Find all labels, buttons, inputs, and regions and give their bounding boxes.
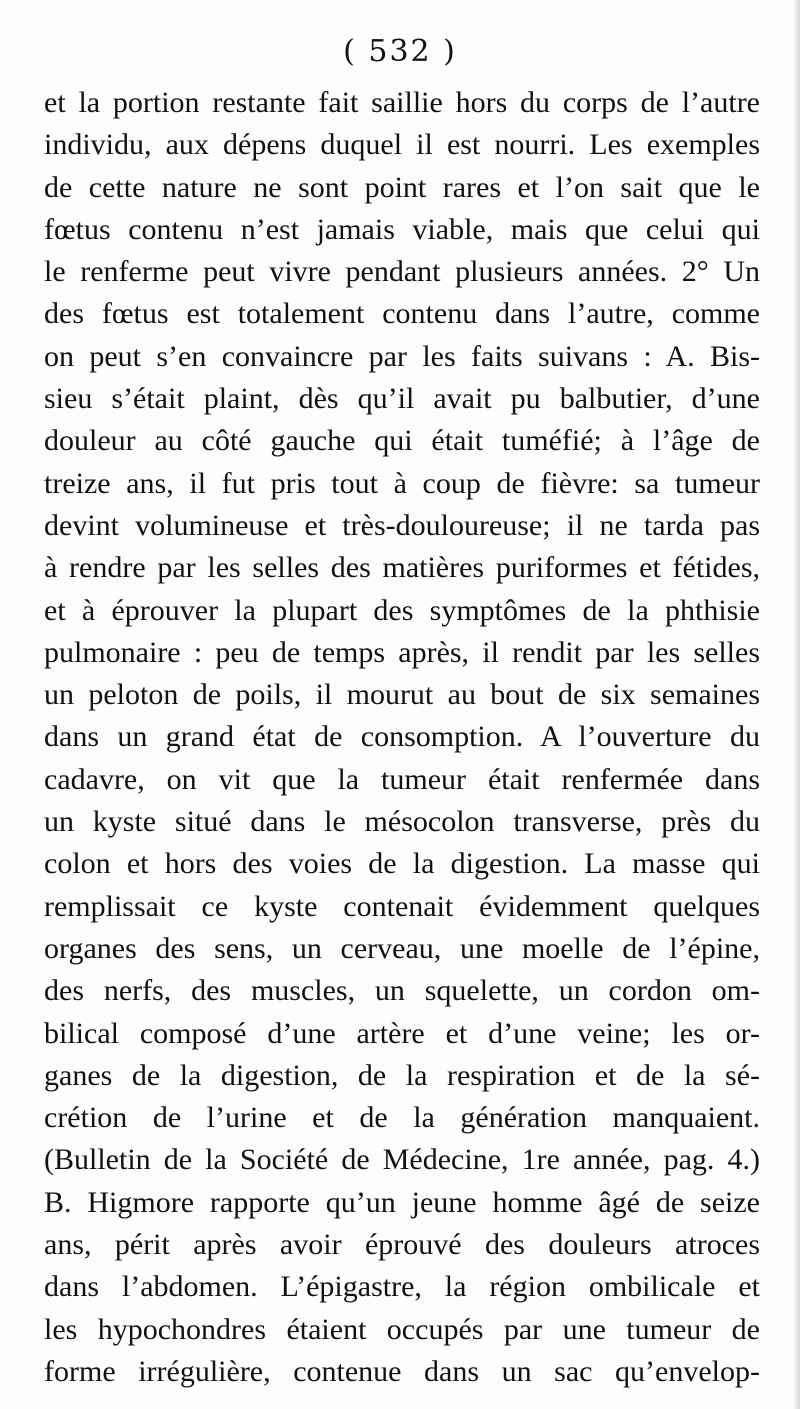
text-line: (Bulletin de la Société de Médecine, 1re année, pag. 4.) xyxy=(44,1143,760,1177)
text-line: individu, aux dépens duquel il est nourri. Les exemples xyxy=(44,128,760,162)
text-line: sieu s’était plaint, dès qu’il avait pu balbutier, d’une xyxy=(44,382,760,416)
text-line: pulmonaire : peu de temps après, il rendit par les selles xyxy=(44,635,760,669)
text-line: un kyste situé dans le mésocolon transverse, près du xyxy=(44,805,760,839)
text-line: des nerfs, des muscles, un squelette, un cordon om- xyxy=(44,974,760,1008)
text-line: forme irrégulière, contenue dans un sac qu’envelop- xyxy=(44,1354,760,1388)
text-line: les hypochondres étaient occupés par une tumeur de xyxy=(44,1312,760,1346)
text-line: douleur au côté gauche qui était tuméfié; à l’âge de xyxy=(44,424,760,458)
page-number: ( 532 ) xyxy=(343,34,457,69)
text-line: ans, périt après avoir éprouvé des douleurs atroces xyxy=(44,1228,760,1262)
text-line: des fœtus est totalement contenu dans l’autre, comme xyxy=(44,297,760,331)
text-line: le renferme peut vivre pendant plusieurs années. 2° Un xyxy=(44,255,760,289)
text-line: fœtus contenu n’est jamais viable, mais que celui qui xyxy=(44,212,760,246)
text-line: on peut s’en convaincre par les faits suivans : A. Bis- xyxy=(44,339,760,373)
text-line: remplissait ce kyste contenait évidemment quelques xyxy=(44,889,760,923)
text-line: organes des sens, un cerveau, une moelle de l’épine, xyxy=(44,931,760,965)
text-line: dans l’abdomen. L’épigastre, la région ombilicale et xyxy=(44,1270,760,1304)
text-line: cadavre, on vit que la tumeur était renfermée dans xyxy=(44,762,760,796)
text-line: crétion de l’urine et de la génération manquaient. xyxy=(44,1101,760,1135)
text-line: bilical composé d’une artère et d’une veine; les or- xyxy=(44,1016,760,1050)
page-edge-shadow xyxy=(794,0,800,1409)
text-line: treize ans, il fut pris tout à coup de fièvre: sa tumeur xyxy=(44,466,760,500)
text-line: à rendre par les selles des matières puriformes et fétides, xyxy=(44,551,760,585)
text-line: un peloton de poils, il mourut au bout de six semaines xyxy=(44,678,760,712)
text-line: et la portion restante fait saillie hors du corps de l’autre xyxy=(44,86,760,119)
text-line: dans un grand état de consomption. A l’ouverture du xyxy=(44,720,760,754)
text-line: et à éprouver la plupart des symptômes de la phthisie xyxy=(44,593,760,627)
text-line: colon et hors des voies de la digestion. La masse qui xyxy=(44,847,760,881)
body-text xyxy=(44,82,760,1393)
text-line: devint volumineuse et très-douloureuse; il ne tarda pas xyxy=(44,508,760,542)
text-line: B. Higmore rapporte qu’un jeune homme âgé de seize xyxy=(44,1185,760,1219)
text-line: ganes de la digestion, de la respiration et de la sé- xyxy=(44,1058,760,1092)
text-line: de cette nature ne sont point rares et l’on sait que le xyxy=(44,170,760,204)
